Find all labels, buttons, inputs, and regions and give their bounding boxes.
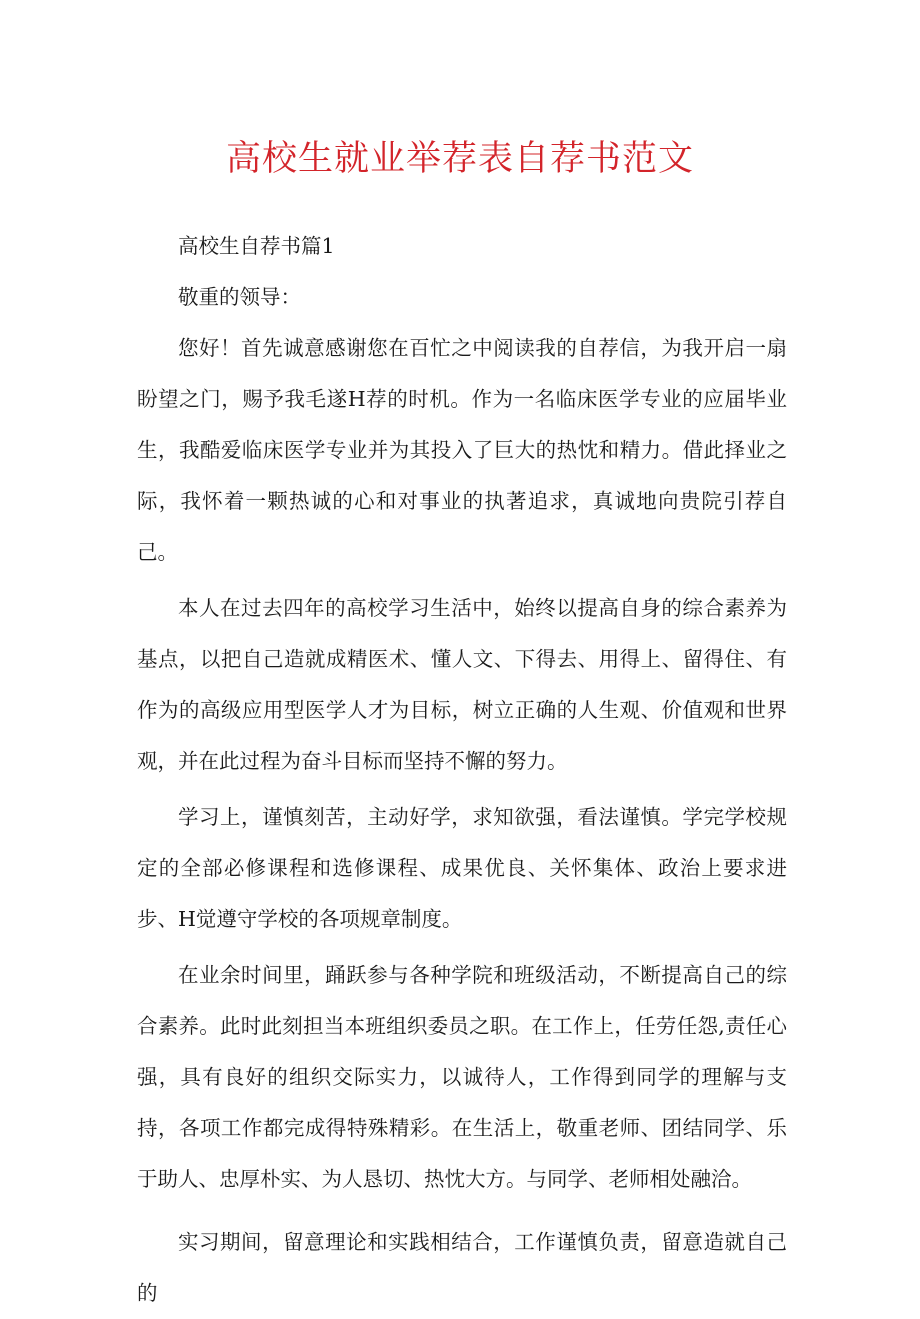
- paragraph-4: 在业余时间里，踊跃参与各种学院和班级活动，不断提高自己的综合素养。此时此刻担当本班组织委员之职。在工作上，任劳任怨,责任心强，具有良好的组织交际实力，以诚待人，工作得到同学的理解与支持，各项工作都完成得特殊精彩。在生活上，敬重老师、团结同学、乐于助人、忠厚朴实、为人恳切、热忱大方。与同学、老师相处融洽。: [137, 963, 787, 1191]
- document-body: [137, 221, 787, 1319]
- paragraph-3: 学习上，谨慎刻苦，主动好学，求知欲强，看法谨慎。学完学校规定的全部必修课程和选修课程、成果优良、关怀集体、政治上要求进步、H觉遵守学校的各项规章制度。: [137, 805, 787, 931]
- paragraph-2: 本人在过去四年的高校学习生活中，始终以提高自身的综合素养为基点，以把自己造就成精医术、懂人文、下得去、用得上、留得住、有作为的高级应用型医学人才为目标，树立正确的人生观、价值观和世界观，并在此过程为奋斗目标而坚持不懈的努力。: [137, 596, 787, 773]
- paragraph-5: 实习期间，留意理论和实践相结合，工作谨慎负责，留意造就自己的: [137, 1230, 787, 1305]
- paragraph-1: 您好！首先诚意感谢您在百忙之中阅读我的自荐信，为我开启一扇盼望之门，赐予我毛遂H荐的时机。作为一名临床医学专业的应届毕业生，我酷爱临床医学专业并为其投入了巨大的热忱和精力。借此择业之际，我怀着一颗热诚的心和对事业的执著追求，真诚地向贵院引荐自己。: [137, 336, 787, 564]
- salutation: 敬重的领导：: [178, 285, 301, 309]
- section-heading: 高校生自荐书篇1: [178, 234, 335, 258]
- document-title: 高校生就业举荐表自荐书范文: [225, 139, 694, 179]
